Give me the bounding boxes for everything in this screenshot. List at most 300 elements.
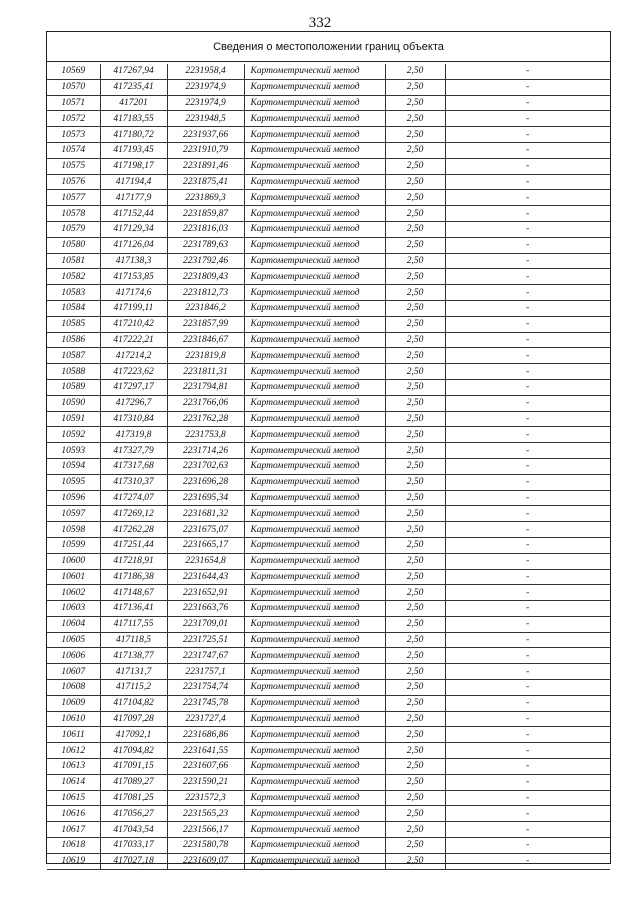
- table-row: [47, 774, 610, 790]
- table-row: [47, 553, 610, 569]
- description-cell: -: [445, 522, 610, 538]
- method-cell: Картометрический метод: [244, 585, 385, 601]
- x-coordinate-cell: 417327,79: [100, 443, 167, 459]
- point-number-cell: 10600: [47, 553, 100, 569]
- table-row: [47, 648, 610, 664]
- point-number-cell: 10594: [47, 458, 100, 474]
- x-coordinate-cell: 417129,34: [100, 221, 167, 237]
- y-coordinate-cell: 2231937,66: [167, 127, 244, 143]
- description-cell: -: [445, 127, 610, 143]
- x-coordinate-cell: 417199,11: [100, 300, 167, 316]
- y-coordinate-cell: 2231910,79: [167, 142, 244, 158]
- method-cell: Картометрический метод: [244, 601, 385, 617]
- accuracy-cell: 2,50: [385, 95, 445, 111]
- point-number-cell: 10569: [47, 64, 100, 79]
- x-coordinate-cell: 417153,85: [100, 269, 167, 285]
- accuracy-cell: 2,50: [385, 64, 445, 79]
- method-cell: Картометрический метод: [244, 221, 385, 237]
- point-number-cell: 10607: [47, 664, 100, 680]
- point-number-cell: 10618: [47, 838, 100, 854]
- method-cell: Картометрический метод: [244, 648, 385, 664]
- point-number-cell: 10581: [47, 253, 100, 269]
- x-coordinate-cell: 417091,15: [100, 759, 167, 775]
- description-cell: -: [445, 64, 610, 79]
- description-cell: -: [445, 269, 610, 285]
- x-coordinate-cell: 417210,42: [100, 316, 167, 332]
- y-coordinate-cell: 2231590,21: [167, 774, 244, 790]
- method-cell: Картометрический метод: [244, 506, 385, 522]
- table-row: [47, 395, 610, 411]
- y-coordinate-cell: 2231714,26: [167, 443, 244, 459]
- x-coordinate-cell: 417118,5: [100, 632, 167, 648]
- x-coordinate-cell: 417235,41: [100, 79, 167, 95]
- x-coordinate-cell: 417222,21: [100, 332, 167, 348]
- method-cell: Картометрический метод: [244, 727, 385, 743]
- y-coordinate-cell: 2231609,07: [167, 853, 244, 869]
- description-cell: -: [445, 174, 610, 190]
- point-number-cell: 10611: [47, 727, 100, 743]
- table-row: [47, 95, 610, 111]
- method-cell: Картометрический метод: [244, 838, 385, 854]
- description-cell: -: [445, 727, 610, 743]
- accuracy-cell: 2,50: [385, 711, 445, 727]
- y-coordinate-cell: 2231809,43: [167, 269, 244, 285]
- x-coordinate-cell: 417177,9: [100, 190, 167, 206]
- table-row: [47, 743, 610, 759]
- method-cell: Картометрический метод: [244, 759, 385, 775]
- x-coordinate-cell: 417296,7: [100, 395, 167, 411]
- accuracy-cell: 2,50: [385, 806, 445, 822]
- point-number-cell: 10582: [47, 269, 100, 285]
- accuracy-cell: 2,50: [385, 680, 445, 696]
- method-cell: Картометрический метод: [244, 206, 385, 222]
- x-coordinate-cell: 417183,55: [100, 111, 167, 127]
- table-row: [47, 506, 610, 522]
- y-coordinate-cell: 2231794,81: [167, 379, 244, 395]
- accuracy-cell: 2,50: [385, 632, 445, 648]
- description-cell: -: [445, 695, 610, 711]
- table-row: [47, 221, 610, 237]
- table-row: [47, 443, 610, 459]
- description-cell: -: [445, 348, 610, 364]
- method-cell: Картометрический метод: [244, 537, 385, 553]
- description-cell: -: [445, 822, 610, 838]
- accuracy-cell: 2,50: [385, 269, 445, 285]
- method-cell: Картометрический метод: [244, 190, 385, 206]
- y-coordinate-cell: 2231696,28: [167, 474, 244, 490]
- x-coordinate-cell: 417097,28: [100, 711, 167, 727]
- accuracy-cell: 2,50: [385, 411, 445, 427]
- point-number-cell: 10584: [47, 300, 100, 316]
- point-number-cell: 10610: [47, 711, 100, 727]
- description-cell: -: [445, 680, 610, 696]
- description-cell: -: [445, 206, 610, 222]
- accuracy-cell: 2,50: [385, 458, 445, 474]
- description-cell: -: [445, 490, 610, 506]
- description-cell: -: [445, 601, 610, 617]
- point-number-cell: 10588: [47, 364, 100, 380]
- point-number-cell: 10609: [47, 695, 100, 711]
- description-cell: -: [445, 774, 610, 790]
- method-cell: Картометрический метод: [244, 364, 385, 380]
- x-coordinate-cell: 417218,91: [100, 553, 167, 569]
- method-cell: Картометрический метод: [244, 458, 385, 474]
- y-coordinate-cell: 2231686,86: [167, 727, 244, 743]
- method-cell: Картометрический метод: [244, 522, 385, 538]
- table-row: [47, 790, 610, 806]
- description-cell: -: [445, 711, 610, 727]
- y-coordinate-cell: 2231948,5: [167, 111, 244, 127]
- method-cell: Картометрический метод: [244, 443, 385, 459]
- point-number-cell: 10593: [47, 443, 100, 459]
- method-cell: Картометрический метод: [244, 237, 385, 253]
- accuracy-cell: 2,50: [385, 853, 445, 869]
- accuracy-cell: 2,50: [385, 759, 445, 775]
- y-coordinate-cell: 2231762,28: [167, 411, 244, 427]
- accuracy-cell: 2,50: [385, 379, 445, 395]
- point-number-cell: 10596: [47, 490, 100, 506]
- point-number-cell: 10589: [47, 379, 100, 395]
- x-coordinate-cell: 417081,25: [100, 790, 167, 806]
- accuracy-cell: 2,50: [385, 221, 445, 237]
- description-cell: -: [445, 474, 610, 490]
- table-row: [47, 727, 610, 743]
- table-row: [47, 332, 610, 348]
- description-cell: -: [445, 395, 610, 411]
- method-cell: Картометрический метод: [244, 253, 385, 269]
- point-number-cell: 10608: [47, 680, 100, 696]
- method-cell: Картометрический метод: [244, 316, 385, 332]
- method-cell: Картометрический метод: [244, 300, 385, 316]
- method-cell: Картометрический метод: [244, 95, 385, 111]
- table-row: [47, 316, 610, 332]
- accuracy-cell: 2,50: [385, 190, 445, 206]
- y-coordinate-cell: 2231792,46: [167, 253, 244, 269]
- table-row: [47, 838, 610, 854]
- table-row: [47, 474, 610, 490]
- y-coordinate-cell: 2231607,66: [167, 759, 244, 775]
- method-cell: Картометрический метод: [244, 680, 385, 696]
- method-cell: Картометрический метод: [244, 474, 385, 490]
- point-number-cell: 10570: [47, 79, 100, 95]
- description-cell: -: [445, 838, 610, 854]
- x-coordinate-cell: 417194,4: [100, 174, 167, 190]
- method-cell: Картометрический метод: [244, 664, 385, 680]
- y-coordinate-cell: 2231766,06: [167, 395, 244, 411]
- point-number-cell: 10598: [47, 522, 100, 538]
- y-coordinate-cell: 2231727,4: [167, 711, 244, 727]
- description-cell: -: [445, 411, 610, 427]
- y-coordinate-cell: 2231811,31: [167, 364, 244, 380]
- y-coordinate-cell: 2231665,17: [167, 537, 244, 553]
- accuracy-cell: 2,50: [385, 79, 445, 95]
- accuracy-cell: 2,50: [385, 300, 445, 316]
- x-coordinate-cell: 417262,28: [100, 522, 167, 538]
- y-coordinate-cell: 2231566,17: [167, 822, 244, 838]
- method-cell: Картометрический метод: [244, 332, 385, 348]
- y-coordinate-cell: 2231789,63: [167, 237, 244, 253]
- y-coordinate-cell: 2231753,8: [167, 427, 244, 443]
- table-row: [47, 206, 610, 222]
- point-number-cell: 10616: [47, 806, 100, 822]
- method-cell: Картометрический метод: [244, 158, 385, 174]
- y-coordinate-cell: 2231675,07: [167, 522, 244, 538]
- description-cell: -: [445, 158, 610, 174]
- y-coordinate-cell: 2231709,01: [167, 616, 244, 632]
- accuracy-cell: 2,50: [385, 616, 445, 632]
- description-cell: -: [445, 790, 610, 806]
- x-coordinate-cell: 417027,18: [100, 853, 167, 869]
- y-coordinate-cell: 2231580,78: [167, 838, 244, 854]
- description-cell: -: [445, 759, 610, 775]
- method-cell: Картометрический метод: [244, 269, 385, 285]
- point-number-cell: 10601: [47, 569, 100, 585]
- description-cell: -: [445, 190, 610, 206]
- method-cell: Картометрический метод: [244, 174, 385, 190]
- table-row: [47, 142, 610, 158]
- accuracy-cell: 2,50: [385, 553, 445, 569]
- description-cell: -: [445, 537, 610, 553]
- table-row: [47, 253, 610, 269]
- table-row: [47, 427, 610, 443]
- y-coordinate-cell: 2231754,74: [167, 680, 244, 696]
- y-coordinate-cell: 2231757,1: [167, 664, 244, 680]
- description-cell: -: [445, 569, 610, 585]
- accuracy-cell: 2,50: [385, 348, 445, 364]
- table-row: [47, 616, 610, 632]
- description-cell: -: [445, 632, 610, 648]
- x-coordinate-cell: 417201: [100, 95, 167, 111]
- x-coordinate-cell: 417152,44: [100, 206, 167, 222]
- x-coordinate-cell: 417251,44: [100, 537, 167, 553]
- y-coordinate-cell: 2231816,03: [167, 221, 244, 237]
- accuracy-cell: 2,50: [385, 490, 445, 506]
- accuracy-cell: 2,50: [385, 664, 445, 680]
- coordinates-table-body: [47, 64, 610, 869]
- point-number-cell: 10619: [47, 853, 100, 869]
- y-coordinate-cell: 2231725,51: [167, 632, 244, 648]
- point-number-cell: 10585: [47, 316, 100, 332]
- description-cell: -: [445, 379, 610, 395]
- x-coordinate-cell: 417174,6: [100, 285, 167, 301]
- y-coordinate-cell: 2231654,8: [167, 553, 244, 569]
- table-row: [47, 822, 610, 838]
- table-row: [47, 853, 610, 869]
- point-number-cell: 10576: [47, 174, 100, 190]
- method-cell: Картометрический метод: [244, 64, 385, 79]
- x-coordinate-cell: 417033,17: [100, 838, 167, 854]
- x-coordinate-cell: 417180,72: [100, 127, 167, 143]
- x-coordinate-cell: 417104,82: [100, 695, 167, 711]
- point-number-cell: 10597: [47, 506, 100, 522]
- description-cell: -: [445, 95, 610, 111]
- method-cell: Картометрический метод: [244, 711, 385, 727]
- accuracy-cell: 2,50: [385, 395, 445, 411]
- table-title: Сведения о местоположении границ объекта: [47, 32, 610, 62]
- method-cell: Картометрический метод: [244, 806, 385, 822]
- method-cell: Картометрический метод: [244, 553, 385, 569]
- coordinates-table-frame: [46, 31, 611, 867]
- table-row: [47, 79, 610, 95]
- accuracy-cell: 2,50: [385, 774, 445, 790]
- x-coordinate-cell: 417193,45: [100, 142, 167, 158]
- method-cell: Картометрический метод: [244, 79, 385, 95]
- description-cell: -: [445, 553, 610, 569]
- x-coordinate-cell: 417223,62: [100, 364, 167, 380]
- accuracy-cell: 2,50: [385, 727, 445, 743]
- table-row: [47, 174, 610, 190]
- point-number-cell: 10612: [47, 743, 100, 759]
- accuracy-cell: 2,50: [385, 158, 445, 174]
- point-number-cell: 10580: [47, 237, 100, 253]
- table-row: [47, 585, 610, 601]
- point-number-cell: 10615: [47, 790, 100, 806]
- description-cell: -: [445, 253, 610, 269]
- y-coordinate-cell: 2231974,9: [167, 79, 244, 95]
- method-cell: Картометрический метод: [244, 348, 385, 364]
- x-coordinate-cell: 417186,38: [100, 569, 167, 585]
- method-cell: Картометрический метод: [244, 285, 385, 301]
- x-coordinate-cell: 417310,37: [100, 474, 167, 490]
- point-number-cell: 10572: [47, 111, 100, 127]
- accuracy-cell: 2,50: [385, 822, 445, 838]
- accuracy-cell: 2,50: [385, 364, 445, 380]
- table-row: [47, 458, 610, 474]
- point-number-cell: 10575: [47, 158, 100, 174]
- point-number-cell: 10595: [47, 474, 100, 490]
- accuracy-cell: 2,50: [385, 443, 445, 459]
- table-row: [47, 537, 610, 553]
- accuracy-cell: 2,50: [385, 332, 445, 348]
- coordinates-table: [47, 64, 610, 870]
- table-row: [47, 522, 610, 538]
- y-coordinate-cell: 2231644,43: [167, 569, 244, 585]
- y-coordinate-cell: 2231846,67: [167, 332, 244, 348]
- accuracy-cell: 2,50: [385, 206, 445, 222]
- y-coordinate-cell: 2231702,63: [167, 458, 244, 474]
- table-row: [47, 759, 610, 775]
- table-row: [47, 664, 610, 680]
- y-coordinate-cell: 2231681,32: [167, 506, 244, 522]
- method-cell: Картометрический метод: [244, 127, 385, 143]
- x-coordinate-cell: 417317,68: [100, 458, 167, 474]
- table-row: [47, 601, 610, 617]
- table-row: [47, 300, 610, 316]
- x-coordinate-cell: 417126,04: [100, 237, 167, 253]
- x-coordinate-cell: 417043,54: [100, 822, 167, 838]
- description-cell: -: [445, 806, 610, 822]
- description-cell: -: [445, 585, 610, 601]
- accuracy-cell: 2,50: [385, 648, 445, 664]
- table-row: [47, 569, 610, 585]
- accuracy-cell: 2,50: [385, 743, 445, 759]
- description-cell: -: [445, 111, 610, 127]
- x-coordinate-cell: 417267,94: [100, 64, 167, 79]
- accuracy-cell: 2,50: [385, 427, 445, 443]
- table-row: [47, 695, 610, 711]
- description-cell: -: [445, 427, 610, 443]
- point-number-cell: 10602: [47, 585, 100, 601]
- y-coordinate-cell: 2231974,9: [167, 95, 244, 111]
- description-cell: -: [445, 79, 610, 95]
- y-coordinate-cell: 2231572,3: [167, 790, 244, 806]
- x-coordinate-cell: 417138,3: [100, 253, 167, 269]
- accuracy-cell: 2,50: [385, 237, 445, 253]
- x-coordinate-cell: 417274,07: [100, 490, 167, 506]
- point-number-cell: 10571: [47, 95, 100, 111]
- method-cell: Картометрический метод: [244, 822, 385, 838]
- table-row: [47, 711, 610, 727]
- accuracy-cell: 2,50: [385, 537, 445, 553]
- accuracy-cell: 2,50: [385, 316, 445, 332]
- point-number-cell: 10603: [47, 601, 100, 617]
- x-coordinate-cell: 417297,17: [100, 379, 167, 395]
- description-cell: -: [445, 853, 610, 869]
- point-number-cell: 10586: [47, 332, 100, 348]
- point-number-cell: 10590: [47, 395, 100, 411]
- x-coordinate-cell: 417269,12: [100, 506, 167, 522]
- description-cell: -: [445, 506, 610, 522]
- table-row: [47, 632, 610, 648]
- y-coordinate-cell: 2231875,41: [167, 174, 244, 190]
- table-row: [47, 379, 610, 395]
- point-number-cell: 10605: [47, 632, 100, 648]
- description-cell: -: [445, 221, 610, 237]
- method-cell: Картометрический метод: [244, 774, 385, 790]
- x-coordinate-cell: 417056,27: [100, 806, 167, 822]
- point-number-cell: 10573: [47, 127, 100, 143]
- method-cell: Картометрический метод: [244, 632, 385, 648]
- x-coordinate-cell: 417138,77: [100, 648, 167, 664]
- accuracy-cell: 2,50: [385, 790, 445, 806]
- accuracy-cell: 2,50: [385, 838, 445, 854]
- page-number: 332: [308, 15, 332, 31]
- point-number-cell: 10592: [47, 427, 100, 443]
- accuracy-cell: 2,50: [385, 585, 445, 601]
- point-number-cell: 10574: [47, 142, 100, 158]
- y-coordinate-cell: 2231641,55: [167, 743, 244, 759]
- accuracy-cell: 2,50: [385, 174, 445, 190]
- method-cell: Картометрический метод: [244, 490, 385, 506]
- point-number-cell: 10614: [47, 774, 100, 790]
- accuracy-cell: 2,50: [385, 474, 445, 490]
- table-row: [47, 806, 610, 822]
- table-row: [47, 269, 610, 285]
- accuracy-cell: 2,50: [385, 522, 445, 538]
- x-coordinate-cell: 417092,1: [100, 727, 167, 743]
- x-coordinate-cell: 417136,41: [100, 601, 167, 617]
- description-cell: -: [445, 285, 610, 301]
- point-number-cell: 10599: [47, 537, 100, 553]
- description-cell: -: [445, 664, 610, 680]
- y-coordinate-cell: 2231859,87: [167, 206, 244, 222]
- accuracy-cell: 2,50: [385, 506, 445, 522]
- method-cell: Картометрический метод: [244, 142, 385, 158]
- accuracy-cell: 2,50: [385, 111, 445, 127]
- table-row: [47, 237, 610, 253]
- description-cell: -: [445, 458, 610, 474]
- table-row: [47, 364, 610, 380]
- method-cell: Картометрический метод: [244, 411, 385, 427]
- y-coordinate-cell: 2231958,4: [167, 64, 244, 79]
- table-row: [47, 64, 610, 79]
- y-coordinate-cell: 2231747,67: [167, 648, 244, 664]
- description-cell: -: [445, 743, 610, 759]
- point-number-cell: 10604: [47, 616, 100, 632]
- table-row: [47, 190, 610, 206]
- y-coordinate-cell: 2231857,99: [167, 316, 244, 332]
- description-cell: -: [445, 364, 610, 380]
